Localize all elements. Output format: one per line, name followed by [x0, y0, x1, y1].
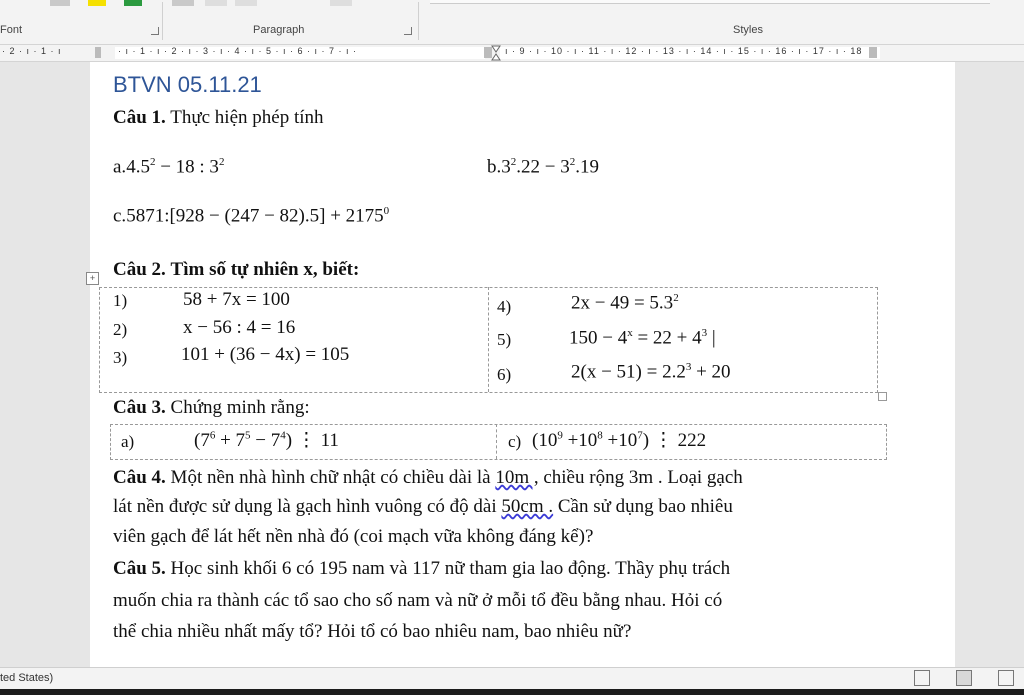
table-resize-handle[interactable] [878, 392, 887, 401]
eq-5: $150 - 4^x = 22 + 4^3$ | [569, 327, 716, 349]
question-3: Câu 3. Chứng minh rằng: [113, 397, 310, 418]
proof-c-label: c) [508, 432, 522, 451]
web-layout-icon[interactable] [998, 670, 1014, 686]
table-column-divider [488, 287, 489, 392]
ribbon [0, 0, 1024, 45]
font-group-label: Font [0, 24, 23, 36]
taskbar [0, 689, 1024, 695]
question-1b: $b.3^2.22 - 3^2.19$ [487, 156, 599, 178]
eq-4: $2x - 49 = 5.3^2$ [571, 292, 679, 314]
question-4-line-3: viên gạch để lát hết nền nhà đó (coi mạch vữa không đáng kể)? [113, 526, 594, 547]
right-margin-area [955, 62, 1024, 667]
hanging-indent-marker[interactable] [491, 45, 501, 61]
font-dialog-launcher-icon[interactable] [151, 27, 159, 35]
status-bar [0, 667, 1024, 690]
paragraph-dialog-launcher-icon[interactable] [404, 27, 412, 35]
read-mode-icon[interactable] [914, 670, 930, 686]
question-5-line-1: Câu 5. Học sinh khối 6 có 195 nam và 117 nữ tham gia lao động. Thầy phụ trách [113, 558, 731, 579]
language-status[interactable]: ted States) [0, 672, 54, 684]
styles-group-label: Styles [733, 24, 763, 36]
eq-6: $2(x - 51) = 2.2^3 + 20$ [571, 361, 731, 383]
font-color-button[interactable] [124, 0, 142, 6]
question-2: Câu 2. Tìm số tự nhiên x, biết: [113, 259, 360, 280]
ribbon-button-partial[interactable] [50, 0, 70, 6]
question-1: Câu 1. Thực hiện phép tính [113, 107, 324, 128]
table-move-handle-icon[interactable]: + [86, 272, 99, 285]
paragraph-group-label: Paragraph [253, 24, 305, 36]
ribbon-separator [418, 2, 419, 40]
question-1c: c.5871:[928 − $(247 - 82).5] + 2175^0$ [113, 205, 390, 227]
styles-gallery[interactable] [430, 0, 990, 4]
proof-a: $(7^6 + 7^5 - 7^4)$ ⋮ 11 [194, 429, 339, 451]
align-center-button[interactable] [205, 0, 227, 6]
print-layout-icon[interactable] [956, 670, 972, 686]
eq-6-number: 6) [497, 365, 512, 384]
horizontal-ruler[interactable] [0, 45, 1024, 62]
align-left-button[interactable] [172, 0, 194, 6]
eq-2: x − 56 : 4 = 16 [183, 317, 296, 338]
right-column-marker[interactable] [869, 47, 877, 58]
shading-button[interactable] [330, 0, 352, 6]
ruler-left-numbers: · 2 · ı · 1 · ı [2, 46, 62, 56]
ruler-numbers: · ı · 1 · ı · 2 · ı · 3 · ı · 4 · ı · 5 · ı · 6 · ı · 7 · ı · [118, 46, 358, 56]
ruler-numbers-right: ı · 9 · ı · 10 · ı · 11 · ı · 12 · ı · 13 · ı · 14 · ı · 15 · ı · 16 · ı · 17 · ı · 18 [505, 46, 863, 56]
table-column-divider [496, 424, 497, 459]
ribbon-separator [162, 2, 163, 40]
eq-4-number: 4) [497, 297, 512, 316]
eq-3: 101 + (36 − 4x) = 105 [181, 344, 350, 365]
align-right-button[interactable] [235, 0, 257, 6]
eq-2-number: 2) [113, 320, 128, 339]
document-heading: BTVN 05.11.21 [113, 72, 262, 97]
question-4-line-2: lát nền được sử dụng là gạch hình vuông có độ dài 50cm . Cần sử dụng bao nhiêu [113, 496, 733, 517]
eq-3-number: 3) [113, 348, 128, 367]
eq-5-number: 5) [497, 330, 512, 349]
proof-c: $(10^9 +10^8 +10^7)$ ⋮ 222 [532, 429, 707, 451]
question-1a: $a.4.5^2 - 18$ : $3^2$ [113, 156, 225, 178]
question-5-line-3: thể chia nhiều nhất mấy tổ? Hỏi tổ có bao nhiêu nam, bao nhiêu nữ? [113, 621, 632, 642]
eq-1-number: 1) [113, 291, 128, 310]
question-4-line-1: Câu 4. Một nền nhà hình chữ nhật có chiều dài là 10m , chiều rộng 3m . Loại gạch [113, 467, 743, 488]
highlight-color-button[interactable] [88, 0, 106, 6]
question-5-line-2: muốn chia ra thành các tổ sao cho số nam và nữ ở mỗi tổ đều bằng nhau. Hỏi có [113, 590, 723, 611]
proof-a-label: a) [121, 432, 135, 451]
left-indent-marker[interactable] [95, 47, 101, 58]
eq-1: 58 + 7x = 100 [183, 289, 290, 310]
